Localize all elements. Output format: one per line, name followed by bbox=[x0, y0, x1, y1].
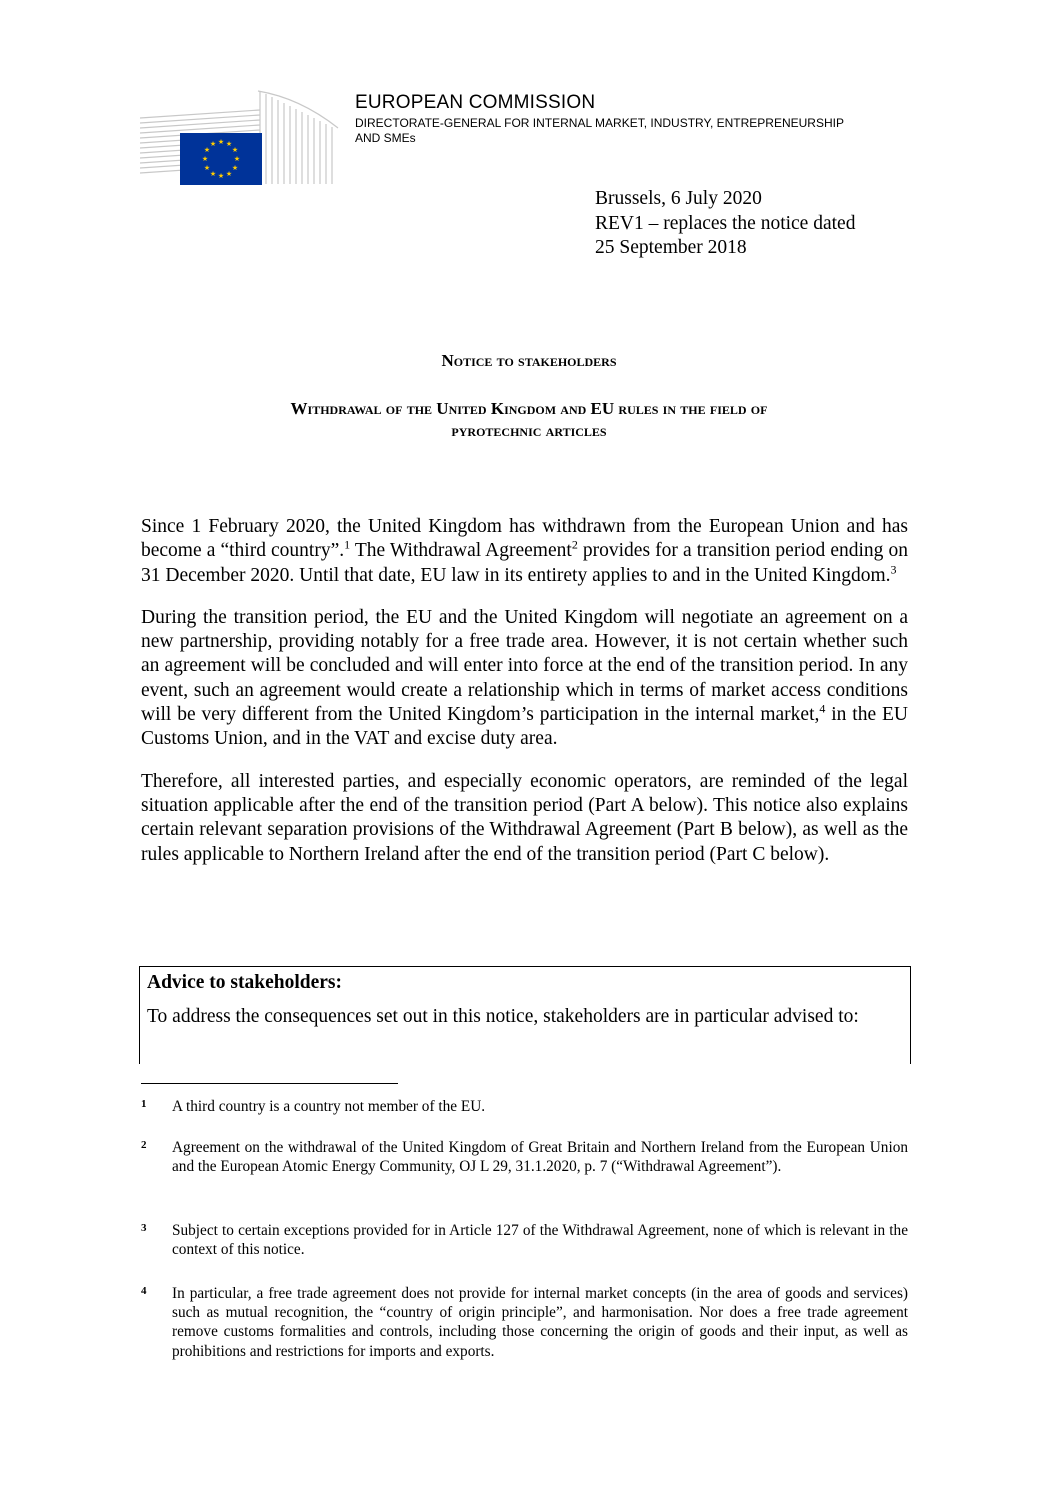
footnote-text: Subject to certain exceptions provided for in Article 127 of the Withdrawal Agreement, none of which is relevant in the context of this notice. bbox=[172, 1222, 908, 1259]
svg-text:★: ★ bbox=[209, 170, 217, 178]
paragraph-1-text-c: provides for a transition period ending on 31 December 2020. Until that date, EU law in its entirety applies to and in the United Kingdom. bbox=[141, 540, 908, 586]
paragraph-2 bbox=[141, 606, 908, 752]
svg-text:★: ★ bbox=[209, 140, 217, 148]
organisation-header bbox=[355, 92, 955, 146]
svg-text:★: ★ bbox=[231, 164, 239, 172]
svg-text:★: ★ bbox=[217, 138, 225, 146]
advice-title: Advice to stakeholders: bbox=[147, 972, 342, 993]
notice-title: Notice to stakeholders bbox=[441, 351, 617, 370]
footnote-number: 2 bbox=[141, 1139, 147, 1151]
advice-text: To address the consequences set out in this notice, stakeholders are in particular advised to: bbox=[147, 1006, 859, 1028]
footnote-number: 3 bbox=[141, 1222, 147, 1234]
european-commission-logo bbox=[140, 88, 340, 188]
date-line: Brussels, 6 July 2020 bbox=[595, 188, 762, 209]
paragraph-1-text-a: Since 1 February 2020, the United Kingdom has withdrawn from the European Union and has become a “third country”. bbox=[141, 516, 908, 562]
date-block bbox=[595, 187, 855, 261]
footnote-ref-2[interactable]: 2 bbox=[571, 537, 578, 552]
footnote-4 bbox=[141, 1284, 908, 1361]
notice-body bbox=[141, 515, 908, 885]
footnote-separator bbox=[141, 1083, 398, 1084]
paragraph-2-text-a: During the transition period, the EU and the United Kingdom will negotiate an agreement on a new partnership, providing notably for a free trade area. However, it is not certain whether such an agreement will be concluded and will enter into force at the end of the transition period. In any event, such an agreement would create a relationship which in terms of market access conditions will be very different from the United Kingdom’s participation in the internal market, bbox=[141, 606, 908, 726]
subject-title bbox=[0, 398, 1058, 442]
footnote-2 bbox=[141, 1138, 908, 1176]
paragraph-1-text-b: The Withdrawal Agreement bbox=[350, 540, 572, 562]
footnote-text: In particular, a free trade agreement does not provide for internal market concepts (in the area of goods and services) such as mutual recognition, the “country of origin principle”, and harmonisation. Nor does a free trade agreement remove customs formalities and controls, including those concerning the origin of goods and their input, as well as prohibitions and restrictions for imports and exports. bbox=[172, 1285, 908, 1360]
directorate-general-line-1: DIRECTORATE-GENERAL FOR INTERNAL MARKET, INDUSTRY, ENTREPRENEURSHIP bbox=[355, 116, 844, 130]
svg-text:★: ★ bbox=[203, 164, 211, 172]
directorate-general bbox=[355, 116, 955, 146]
footnote-number: 1 bbox=[141, 1098, 147, 1110]
footnote-ref-1[interactable]: 1 bbox=[344, 537, 351, 552]
svg-text:★: ★ bbox=[231, 146, 239, 154]
svg-text:★: ★ bbox=[217, 172, 225, 180]
footnote-1 bbox=[141, 1097, 908, 1116]
paragraph-2-text-b: in the EU Customs Union, and in the VAT and excise duty area. bbox=[141, 704, 908, 750]
svg-text:★: ★ bbox=[203, 146, 211, 154]
footnote-text: A third country is a country not member of the EU. bbox=[172, 1098, 486, 1115]
replaced-date-line: 25 September 2018 bbox=[595, 237, 747, 258]
footnote-ref-3[interactable]: 3 bbox=[890, 562, 897, 577]
advice-box bbox=[139, 966, 911, 1064]
footnote-ref-4[interactable]: 4 bbox=[819, 701, 826, 716]
organisation-name: EUROPEAN COMMISSION bbox=[355, 92, 596, 113]
svg-text:★: ★ bbox=[201, 155, 209, 163]
svg-text:★: ★ bbox=[233, 155, 241, 163]
revision-line: REV1 – replaces the notice dated bbox=[595, 212, 856, 234]
footnote-text: Agreement on the withdrawal of the United Kingdom of Great Britain and Northern Ireland from the European Union and the European Atomic Energy Community, OJ L 29, 31.1.2020, p. 7 (“Withdrawal Agreement”). bbox=[172, 1139, 908, 1176]
directorate-general-line-2: AND SMEs bbox=[355, 131, 416, 145]
svg-text:★: ★ bbox=[225, 170, 233, 178]
subject-title-line-2: pyrotechnic articles bbox=[451, 421, 607, 440]
svg-text:★: ★ bbox=[225, 140, 233, 148]
footnote-3 bbox=[141, 1221, 908, 1259]
footnote-number: 4 bbox=[141, 1285, 147, 1297]
paragraph-1 bbox=[141, 515, 908, 588]
ec-building-flag-icon bbox=[140, 88, 340, 188]
subject-title-line-1: Withdrawal of the United Kingdom and EU rules in the field of bbox=[290, 399, 768, 418]
paragraph-3: Therefore, all interested parties, and especially economic operators, are reminded of the legal situation applicable after the end of the transition period (Part A below). This notice also explains certain relevant separation provisions of the Withdrawal Agreement (Part B below), as well as the rules applicable to Northern Ireland after the end of the transition period (Part C below). bbox=[141, 770, 908, 865]
